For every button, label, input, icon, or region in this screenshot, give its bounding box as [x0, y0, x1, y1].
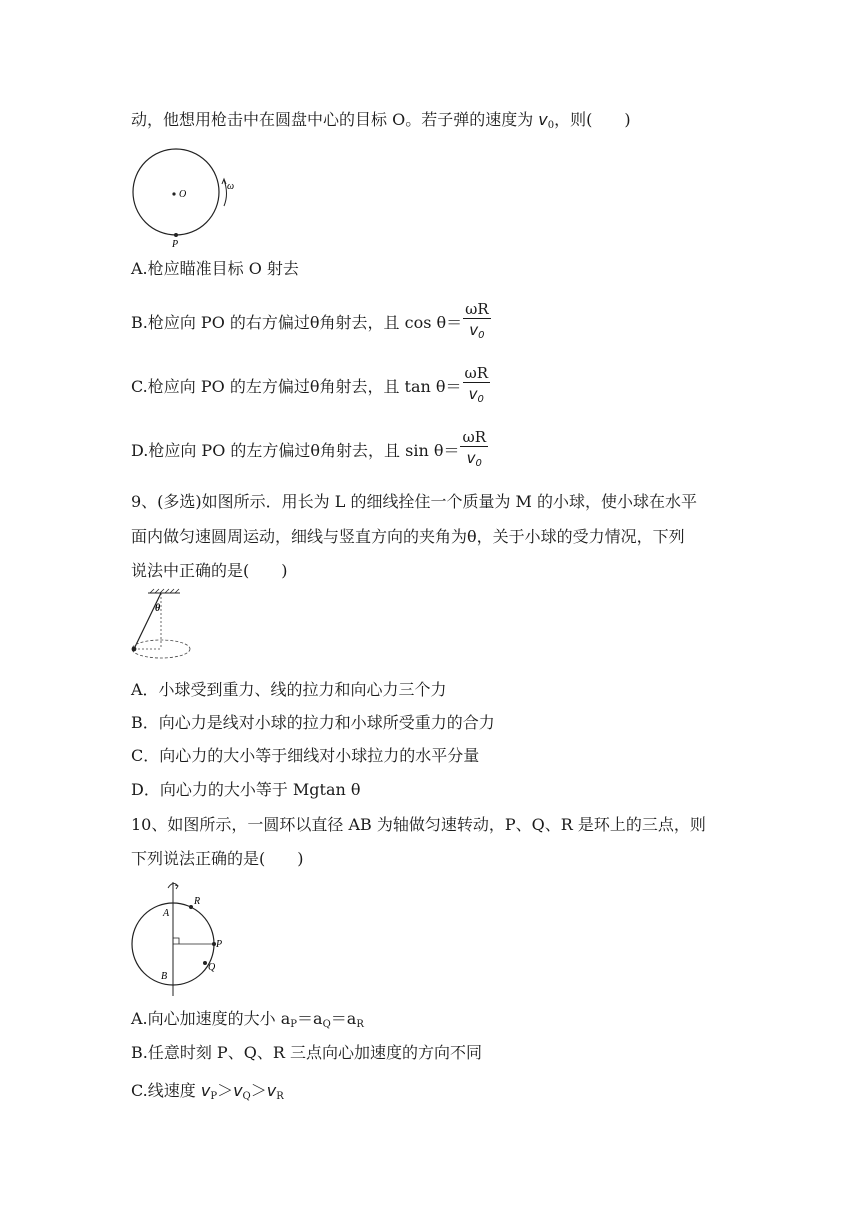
denominator-v: v — [469, 321, 479, 339]
question-9-line-1: 9、(多选)如图所示．用长为 L 的细线拴住一个质量为 M 的小球，使小球在水平 — [131, 492, 698, 511]
option-8d — [131, 428, 488, 475]
subscript-p: P — [210, 1091, 218, 1102]
option-10c-text: C.线速度 — [131, 1081, 201, 1100]
option-9a: A．小球受到重力、线的拉力和向心力三个力 — [131, 680, 447, 699]
speed-subscript: 0 — [547, 120, 555, 131]
option-9b: B．向心力是线对小球的拉力和小球所受重力的合力 — [131, 713, 495, 732]
subscript-p: P — [290, 1019, 298, 1030]
fraction-denominator — [460, 447, 488, 475]
question-9-line-2: 面内做匀速圆周运动，细线与竖直方向的夹角为θ，关于小球的受力情况，下列 — [131, 527, 685, 546]
fraction-denominator — [463, 383, 491, 411]
label-p: P — [216, 939, 223, 950]
stem-tail: ，则( ) — [554, 110, 631, 129]
option-8c — [131, 364, 490, 411]
fraction-8c — [463, 364, 491, 411]
fraction-8b — [463, 300, 491, 347]
option-8b-text: B.枪应向 PO 的右方偏过θ角射去，且 cos θ＝ — [131, 313, 463, 332]
option-8d-text: D.枪应向 PO 的左方偏过θ角射去，且 sin θ＝ — [131, 441, 460, 460]
velocity-symbol: v — [266, 1081, 277, 1100]
ring-figure — [128, 876, 228, 996]
fraction-numerator: ωR — [465, 300, 489, 318]
conical-pendulum-figure — [128, 588, 198, 668]
option-10c — [131, 1080, 284, 1108]
option-8c-text: C.枪应向 PO 的左方偏过θ角射去，且 tan θ＝ — [131, 377, 462, 396]
velocity-symbol: v — [200, 1081, 211, 1100]
option-10a — [131, 1008, 364, 1036]
denominator-subscript: 0 — [477, 394, 484, 405]
label-r: R — [194, 896, 201, 907]
option-9d: D．向心力的大小等于 Mgtan θ — [131, 780, 361, 799]
subscript-r: R — [276, 1091, 284, 1102]
fraction-numerator: ωR — [462, 428, 487, 446]
fraction-denominator — [463, 319, 491, 347]
subscript-q: Q — [242, 1091, 251, 1102]
omega-label: ω — [227, 181, 235, 192]
disc-figure — [126, 148, 246, 250]
denominator-subscript: 0 — [478, 330, 485, 341]
denominator-subscript: 0 — [475, 458, 482, 469]
question-8-stem-line — [131, 109, 631, 137]
greater-than: ＞ — [250, 1081, 267, 1100]
denominator-v: v — [468, 385, 478, 403]
label-b: B — [161, 971, 168, 982]
center-label-o: O — [179, 189, 187, 200]
denominator-v: v — [466, 449, 476, 467]
option-10a-text: A.向心加速度的大小 a — [131, 1009, 291, 1028]
option-8b — [131, 300, 491, 347]
option-10b: B.任意时刻 P、Q、R 三点向心加速度的方向不同 — [131, 1043, 482, 1062]
question-9-line-3: 说法中正确的是( ) — [131, 561, 288, 580]
label-a: A — [163, 908, 170, 919]
option-9c: C．向心力的大小等于细线对小球拉力的水平分量 — [131, 746, 480, 765]
equals-a: ＝a — [330, 1009, 357, 1028]
stem-text: 动，他想用枪击中在圆盘中心的目标 O。若子弹的速度为 — [131, 110, 539, 129]
subscript-q: Q — [322, 1019, 331, 1030]
equals-a: ＝a — [297, 1009, 323, 1028]
question-10-line-2: 下列说法正确的是( ) — [131, 849, 304, 868]
option-8a — [131, 258, 299, 280]
fraction-numerator: ωR — [464, 364, 489, 382]
fraction-8d — [460, 428, 488, 475]
point-label-p: P — [172, 239, 179, 250]
subscript-r: R — [356, 1019, 364, 1030]
option-8a-text: A.枪应瞄准目标 O 射去 — [131, 259, 299, 278]
speed-symbol: v — [538, 110, 548, 129]
theta-label: θ — [155, 603, 161, 614]
question-10-line-1: 10、如图所示，一圆环以直径 AB 为轴做匀速转动，P、Q、R 是环上的三点，则 — [131, 815, 706, 834]
greater-than: ＞ — [217, 1081, 234, 1100]
label-q: Q — [208, 962, 216, 973]
velocity-symbol: v — [233, 1081, 243, 1100]
